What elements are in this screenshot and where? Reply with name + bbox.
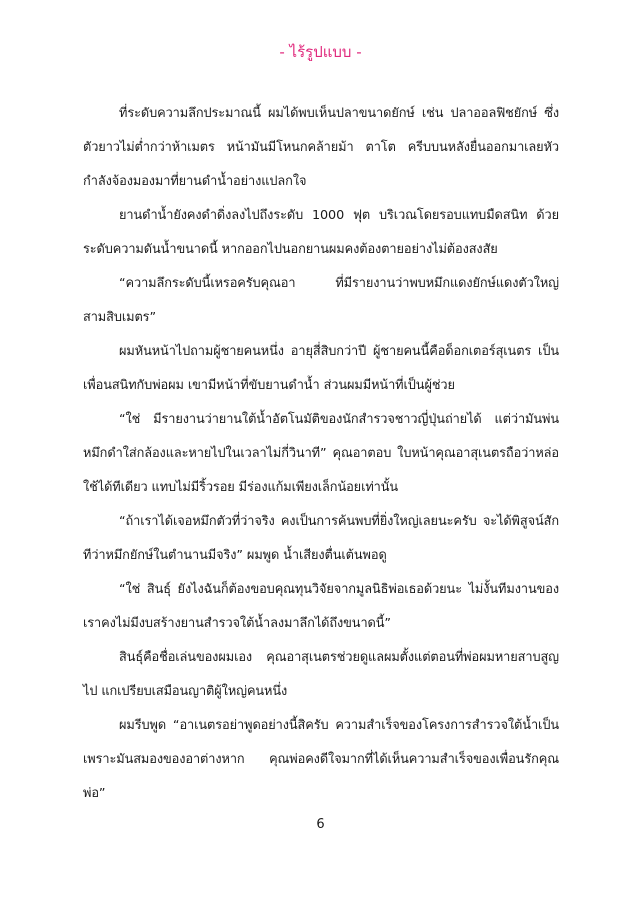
page-title: - ไร้รูปแบบ - [279,43,362,61]
paragraph-5: “ใช่ มีรายงานว่ายานใต้น้ำอัตโนมัติของนักสำรวจชาวญี่ปุ่นถ่ายได้ แต่ว่ามันพ่นหมึกดำใส่กล้องและหายไปในเวลาไม่กี่วินาที” คุณอาตอบ ใบหน้าคุณอาสุเนตรถือว่าหล่อใช้ได้ทีเดียว แทบไม่มีริ้วรอย มีร่องแก้มเพียงเล็กน้อยเท่านั้น [83,412,559,495]
paragraph-9: ผมรีบพูด “อาเนตรอย่าพูดอย่างนี้สิครับ ความสำเร็จของโครงการสำรวจใต้น้ำเป็นเพราะมันสมองของอาต่างหาก คุณพ่อคงดีใจมากที่ได้เห็นความสำเร็จของเพื่อนรักคุณพ่อ” [83,718,559,801]
paragraph-1: ที่ระดับความลึกประมาณนี้ ผมได้พบเห็นปลาขนาดยักษ์ เช่น ปลาออลฟิชยักษ์ ซึ่งตัวยาวไม่ต่ำกว่าห้าเมตร หน้ามันมีโหนกคล้ายม้า ตาโต ครีบบนหลังยื่นออกมาเลยหัว กำลังจ้องมองมาที่ยานดำน้ำอย่างแปลกใจ [83,106,559,189]
paragraph-3: “ความลึกระดับนี้เหรอครับคุณอา ที่มีรายงานว่าพบหมึกแดงยักษ์แดงตัวใหญ่สามสิบเมตร” [83,276,559,325]
paragraph-7: “ใช่ สินธุ์ ยังไงฉันก็ต้องขอบคุณทุนวิจัยจากมูลนิธิพ่อเธอด้วยนะ ไม่งั้นทีมงานของเราคงไม่มีงบสร้างยานสำรวจใต้น้ำลงมาลึกได้ถึงขนาดนี้” [83,582,559,631]
paragraph-8: สินธุ์คือชื่อเล่นของผมเอง คุณอาสุเนตรช่วยดูแลผมตั้งแต่ตอนที่พ่อผมหายสาบสูญไป แกเปรียบเสมือนญาติผู้ใหญ่คนหนึ่ง [83,650,559,699]
paragraph-6: “ถ้าเราได้เจอหมึกตัวที่ว่าจริง คงเป็นการค้นพบที่ยิ่งใหญ่เลยนะครับ จะได้พิสูจน์สักทีว่าหมึกยักษ์ในตำนานมีจริง” ผมพูด น้ำเสียงตื่นเต้นพอดู [83,514,559,563]
paragraph-2: ยานดำน้ำยังคงดำดิ่งลงไปถึงระดับ 1000 ฟุต บริเวณโดยรอบแทบมืดสนิท ด้วยระดับความดันน้ำขนาดนี้ หากออกไปนอกยานผมคงต้องตายอย่างไม่ต้องสงสัย [83,208,559,257]
page-number: 6 [316,817,325,832]
paragraph-4: ผมหันหน้าไปถามผู้ชายคนหนึ่ง อายุสี่สิบกว่าปี ผู้ชายคนนี้คือด็อกเตอร์สุเนตร เป็นเพื่อนสนิทกับพ่อผม เขามีหน้าที่ขับยานดำน้ำ ส่วนผมมีหน้าที่เป็นผู้ช่วย [83,344,559,393]
body-text [83,97,559,811]
